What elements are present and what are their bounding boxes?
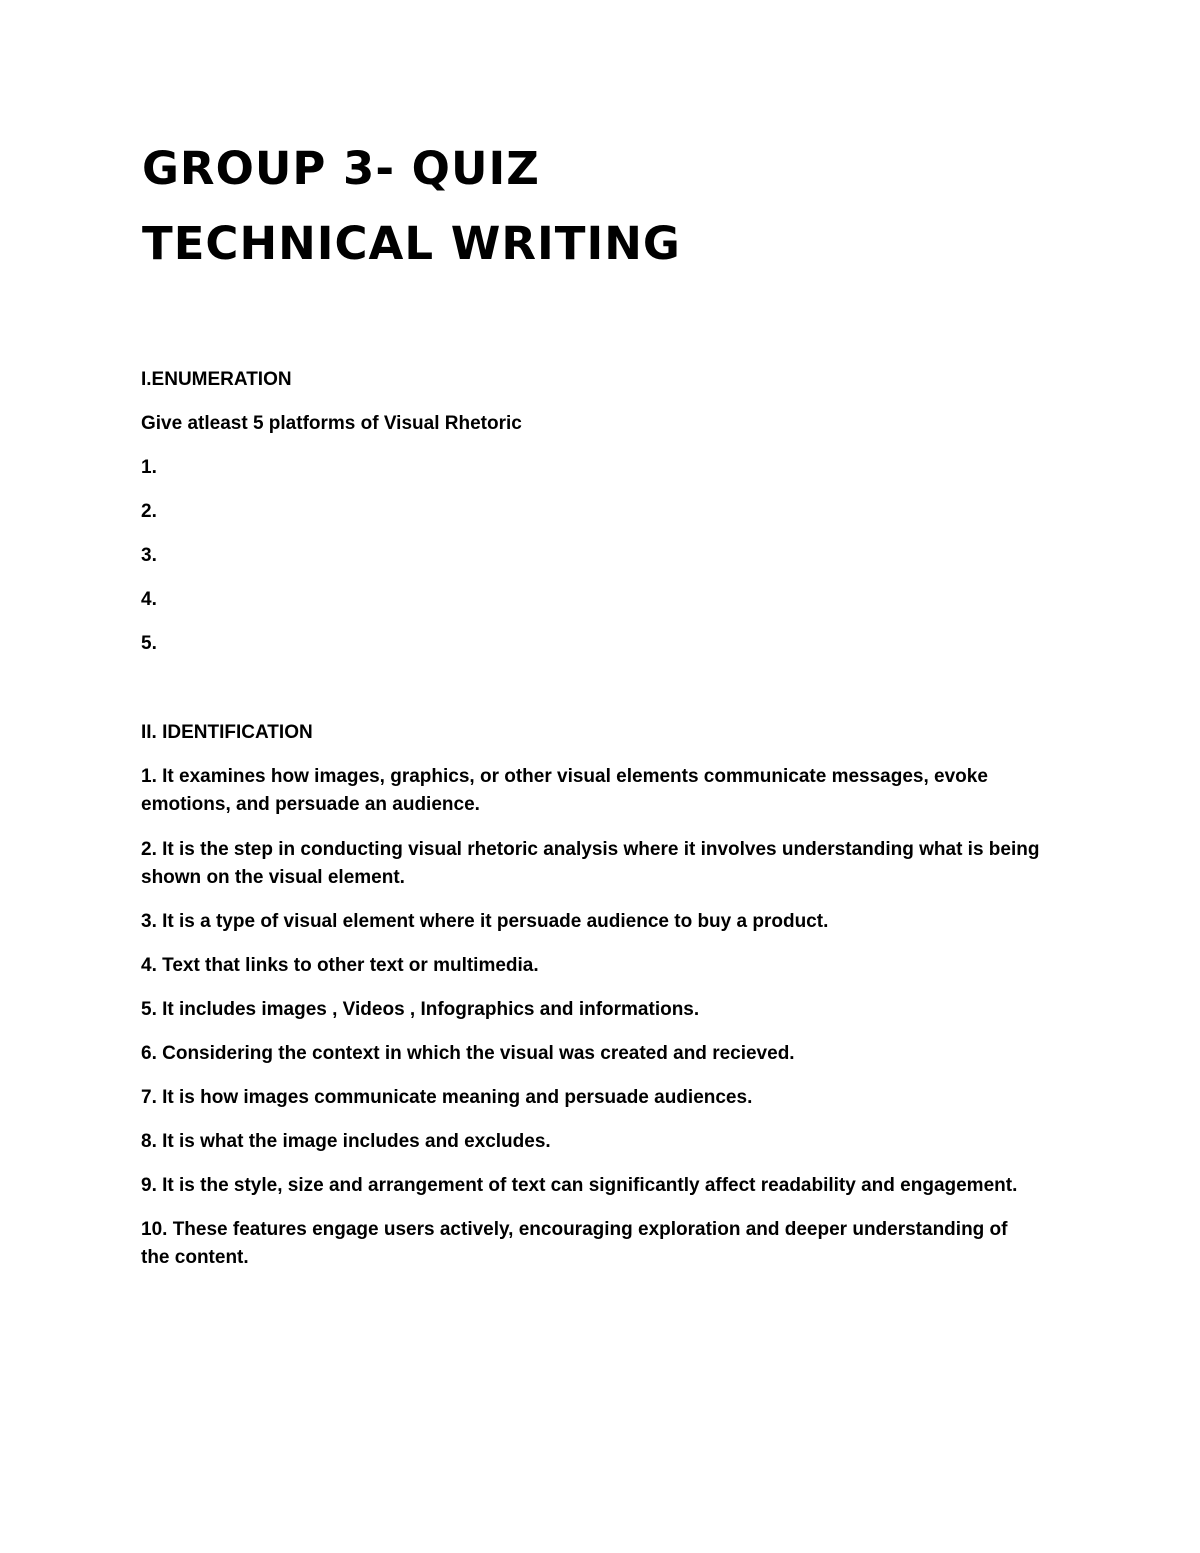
identification-item: 7. It is how images communicate meaning and persuade audiences.	[141, 1087, 753, 1108]
enumeration-item: 3.	[141, 545, 157, 566]
enumeration-item: 1.	[141, 457, 157, 478]
enumeration-heading: I.ENUMERATION	[141, 369, 292, 390]
identification-item: 9. It is the style, size and arrangement of text can significantly affect readability and engagement.	[141, 1175, 1018, 1196]
title-line-2: TECHNICAL WRITING	[142, 217, 681, 270]
enumeration-item: 5.	[141, 633, 157, 654]
identification-item: 6. Considering the context in which the visual was created and recieved.	[141, 1043, 795, 1064]
identification-item: 1. It examines how images, graphics, or other visual elements communicate messages, evoke emotions, and persuade an audience.	[141, 766, 988, 815]
identification-heading: II. IDENTIFICATION	[141, 722, 313, 743]
title-line-1: GROUP 3- QUIZ	[142, 142, 540, 195]
identification-item: 10. These features engage users actively, encouraging exploration and deeper understanding of the content.	[141, 1219, 1008, 1268]
identification-item: 8. It is what the image includes and excludes.	[141, 1131, 551, 1152]
enumeration-instruction: Give atleast 5 platforms of Visual Rhetoric	[141, 413, 522, 434]
enumeration-item: 2.	[141, 501, 157, 522]
identification-item: 5. It includes images , Videos , Infographics and informations.	[141, 999, 700, 1020]
identification-item: 4. Text that links to other text or multimedia.	[141, 955, 539, 976]
enumeration-item: 4.	[141, 589, 157, 610]
identification-item: 3. It is a type of visual element where it persuade audience to buy a product.	[141, 911, 829, 932]
identification-item: 2. It is the step in conducting visual rhetoric analysis where it involves understanding what is being shown on the visual element.	[141, 839, 1040, 888]
